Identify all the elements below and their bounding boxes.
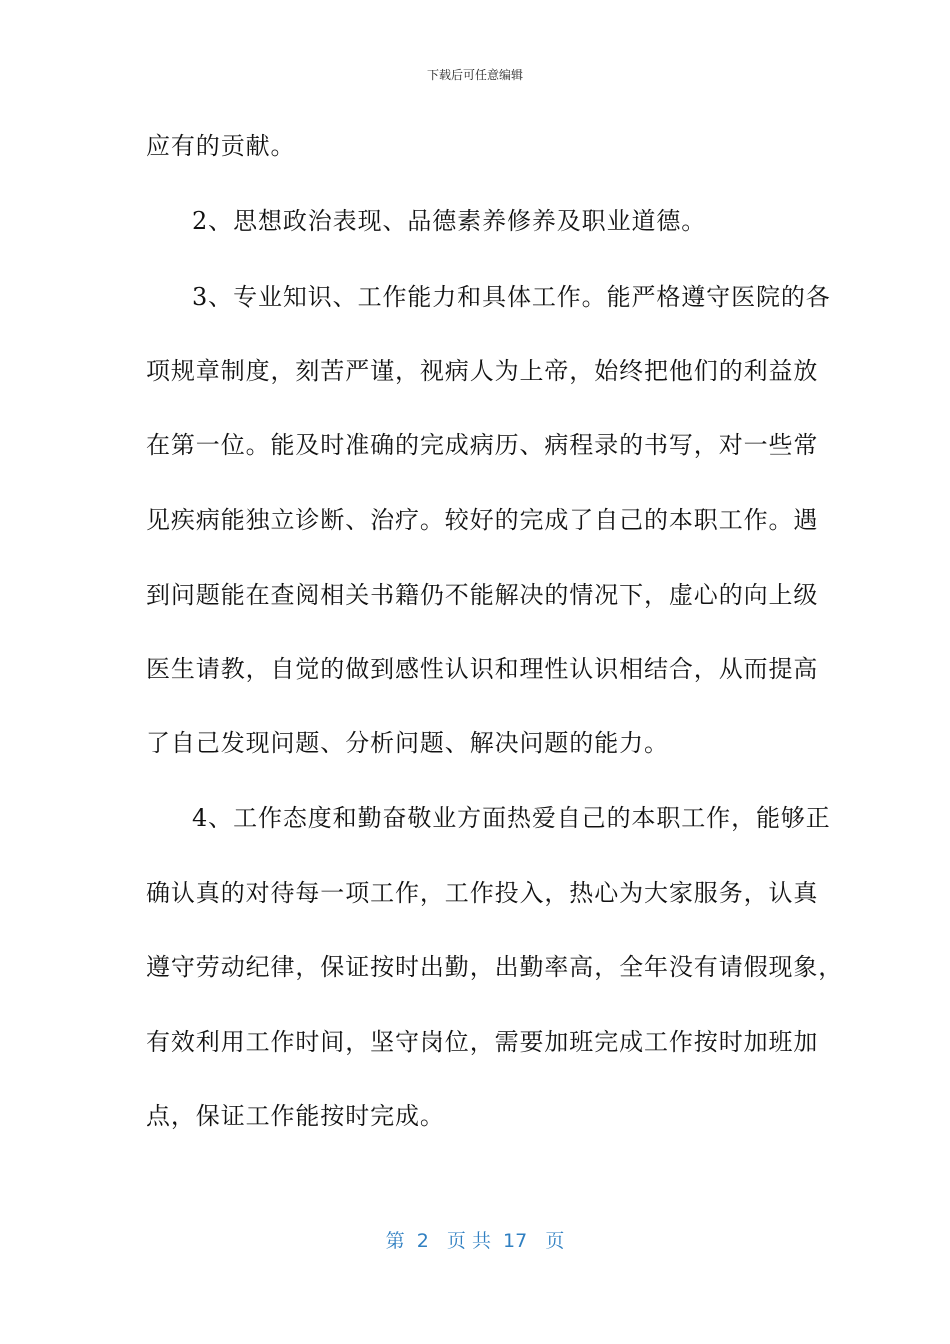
header-note: 下载后可任意编辑 <box>426 68 523 82</box>
body-line: 了自己发现问题、分析问题、解决问题的能力。 <box>146 729 669 757</box>
body-line: 应有的贡献。 <box>146 132 296 160</box>
body-line: 4、工作态度和勤奋敬业方面热爱自己的本职工作，能够正 <box>192 804 831 832</box>
body-line: 2、思想政治表现、品德素养修养及职业道德。 <box>192 207 707 235</box>
body-line: 确认真的对待每一项工作，工作投入，热心为大家服务，认真 <box>146 879 819 907</box>
body-line: 有效利用工作时间，坚守岗位，需要加班完成工作按时加班加 <box>146 1028 819 1056</box>
page-number-footer: 第 2 页 共 17 页 <box>385 1230 565 1252</box>
body-line: 见疾病能独立诊断、治疗。较好的完成了自己的本职工作。遇 <box>146 506 819 534</box>
body-line: 3、专业知识、工作能力和具体工作。能严格遵守医院的各 <box>192 283 831 311</box>
body-line: 到问题能在查阅相关书籍仍不能解决的情况下，虚心的向上级 <box>146 581 819 609</box>
body-line: 遵守劳动纪律，保证按时出勤，出勤率高，全年没有请假现象， <box>146 953 844 981</box>
body-line: 点，保证工作能按时完成。 <box>146 1102 445 1130</box>
body-line: 在第一位。能及时准确的完成病历、病程录的书写，对一些常 <box>146 431 819 459</box>
body-line: 项规章制度，刻苦严谨，视病人为上帝，始终把他们的利益放 <box>146 357 819 385</box>
body-line: 医生请教，自觉的做到感性认识和理性认识相结合，从而提高 <box>146 655 819 683</box>
